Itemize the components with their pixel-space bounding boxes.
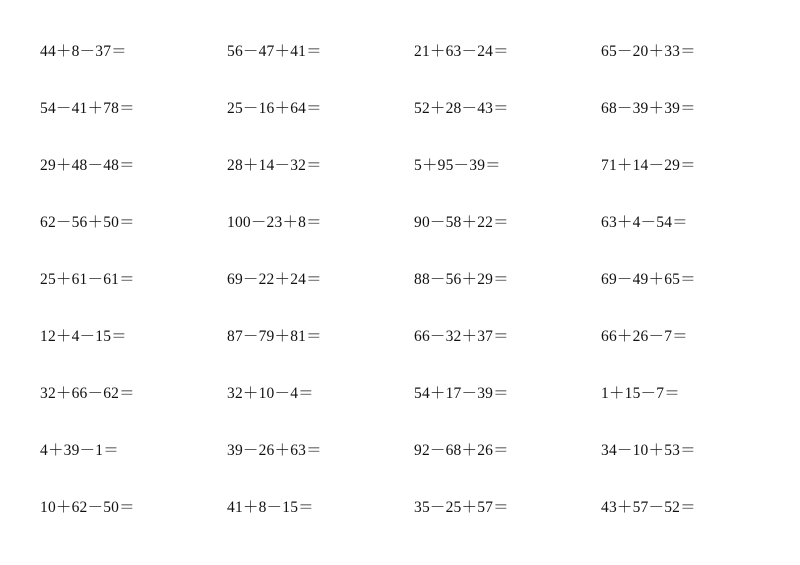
math-problem: 90－58＋22＝ bbox=[414, 214, 509, 231]
math-problem: 10＋62－50＝ bbox=[40, 499, 135, 516]
math-problem: 12＋4－15＝ bbox=[40, 328, 127, 345]
math-problem: 63＋4－54＝ bbox=[601, 214, 688, 231]
math-problem: 88－56＋29＝ bbox=[414, 271, 509, 288]
math-problem: 32＋66－62＝ bbox=[40, 385, 135, 402]
math-problem: 54＋17－39＝ bbox=[414, 385, 509, 402]
math-problem: 43＋57－52＝ bbox=[601, 499, 696, 516]
math-problem: 100－23＋8＝ bbox=[227, 214, 322, 231]
math-problem: 52＋28－43＝ bbox=[414, 100, 509, 117]
math-problem: 21＋63－24＝ bbox=[414, 43, 509, 60]
math-problem: 5＋95－39＝ bbox=[414, 157, 501, 174]
math-problem: 39－26＋63＝ bbox=[227, 442, 322, 459]
math-problem: 32＋10－4＝ bbox=[227, 385, 314, 402]
math-problem: 69－22＋24＝ bbox=[227, 271, 322, 288]
math-problem: 25－16＋64＝ bbox=[227, 100, 322, 117]
math-problem: 44＋8－37＝ bbox=[40, 43, 127, 60]
math-problem: 25＋61－61＝ bbox=[40, 271, 135, 288]
math-problem: 92－68＋26＝ bbox=[414, 442, 509, 459]
math-problem: 66－32＋37＝ bbox=[414, 328, 509, 345]
math-problem: 71＋14－29＝ bbox=[601, 157, 696, 174]
math-problem: 66＋26－7＝ bbox=[601, 328, 688, 345]
math-problem: 54－41＋78＝ bbox=[40, 100, 135, 117]
math-problem: 35－25＋57＝ bbox=[414, 499, 509, 516]
math-problem: 28＋14－32＝ bbox=[227, 157, 322, 174]
math-problem: 62－56＋50＝ bbox=[40, 214, 135, 231]
math-problem: 65－20＋33＝ bbox=[601, 43, 696, 60]
math-problem: 68－39＋39＝ bbox=[601, 100, 696, 117]
problem-grid bbox=[40, 38, 780, 551]
math-problem: 87－79＋81＝ bbox=[227, 328, 322, 345]
math-problem: 34－10＋53＝ bbox=[601, 442, 696, 459]
math-problem: 56－47＋41＝ bbox=[227, 43, 322, 60]
math-problem: 69－49＋65＝ bbox=[601, 271, 696, 288]
math-problem: 1＋15－7＝ bbox=[601, 385, 680, 402]
math-problem: 29＋48－48＝ bbox=[40, 157, 135, 174]
math-problem: 4＋39－1＝ bbox=[40, 442, 119, 459]
math-problem: 41＋8－15＝ bbox=[227, 499, 314, 516]
